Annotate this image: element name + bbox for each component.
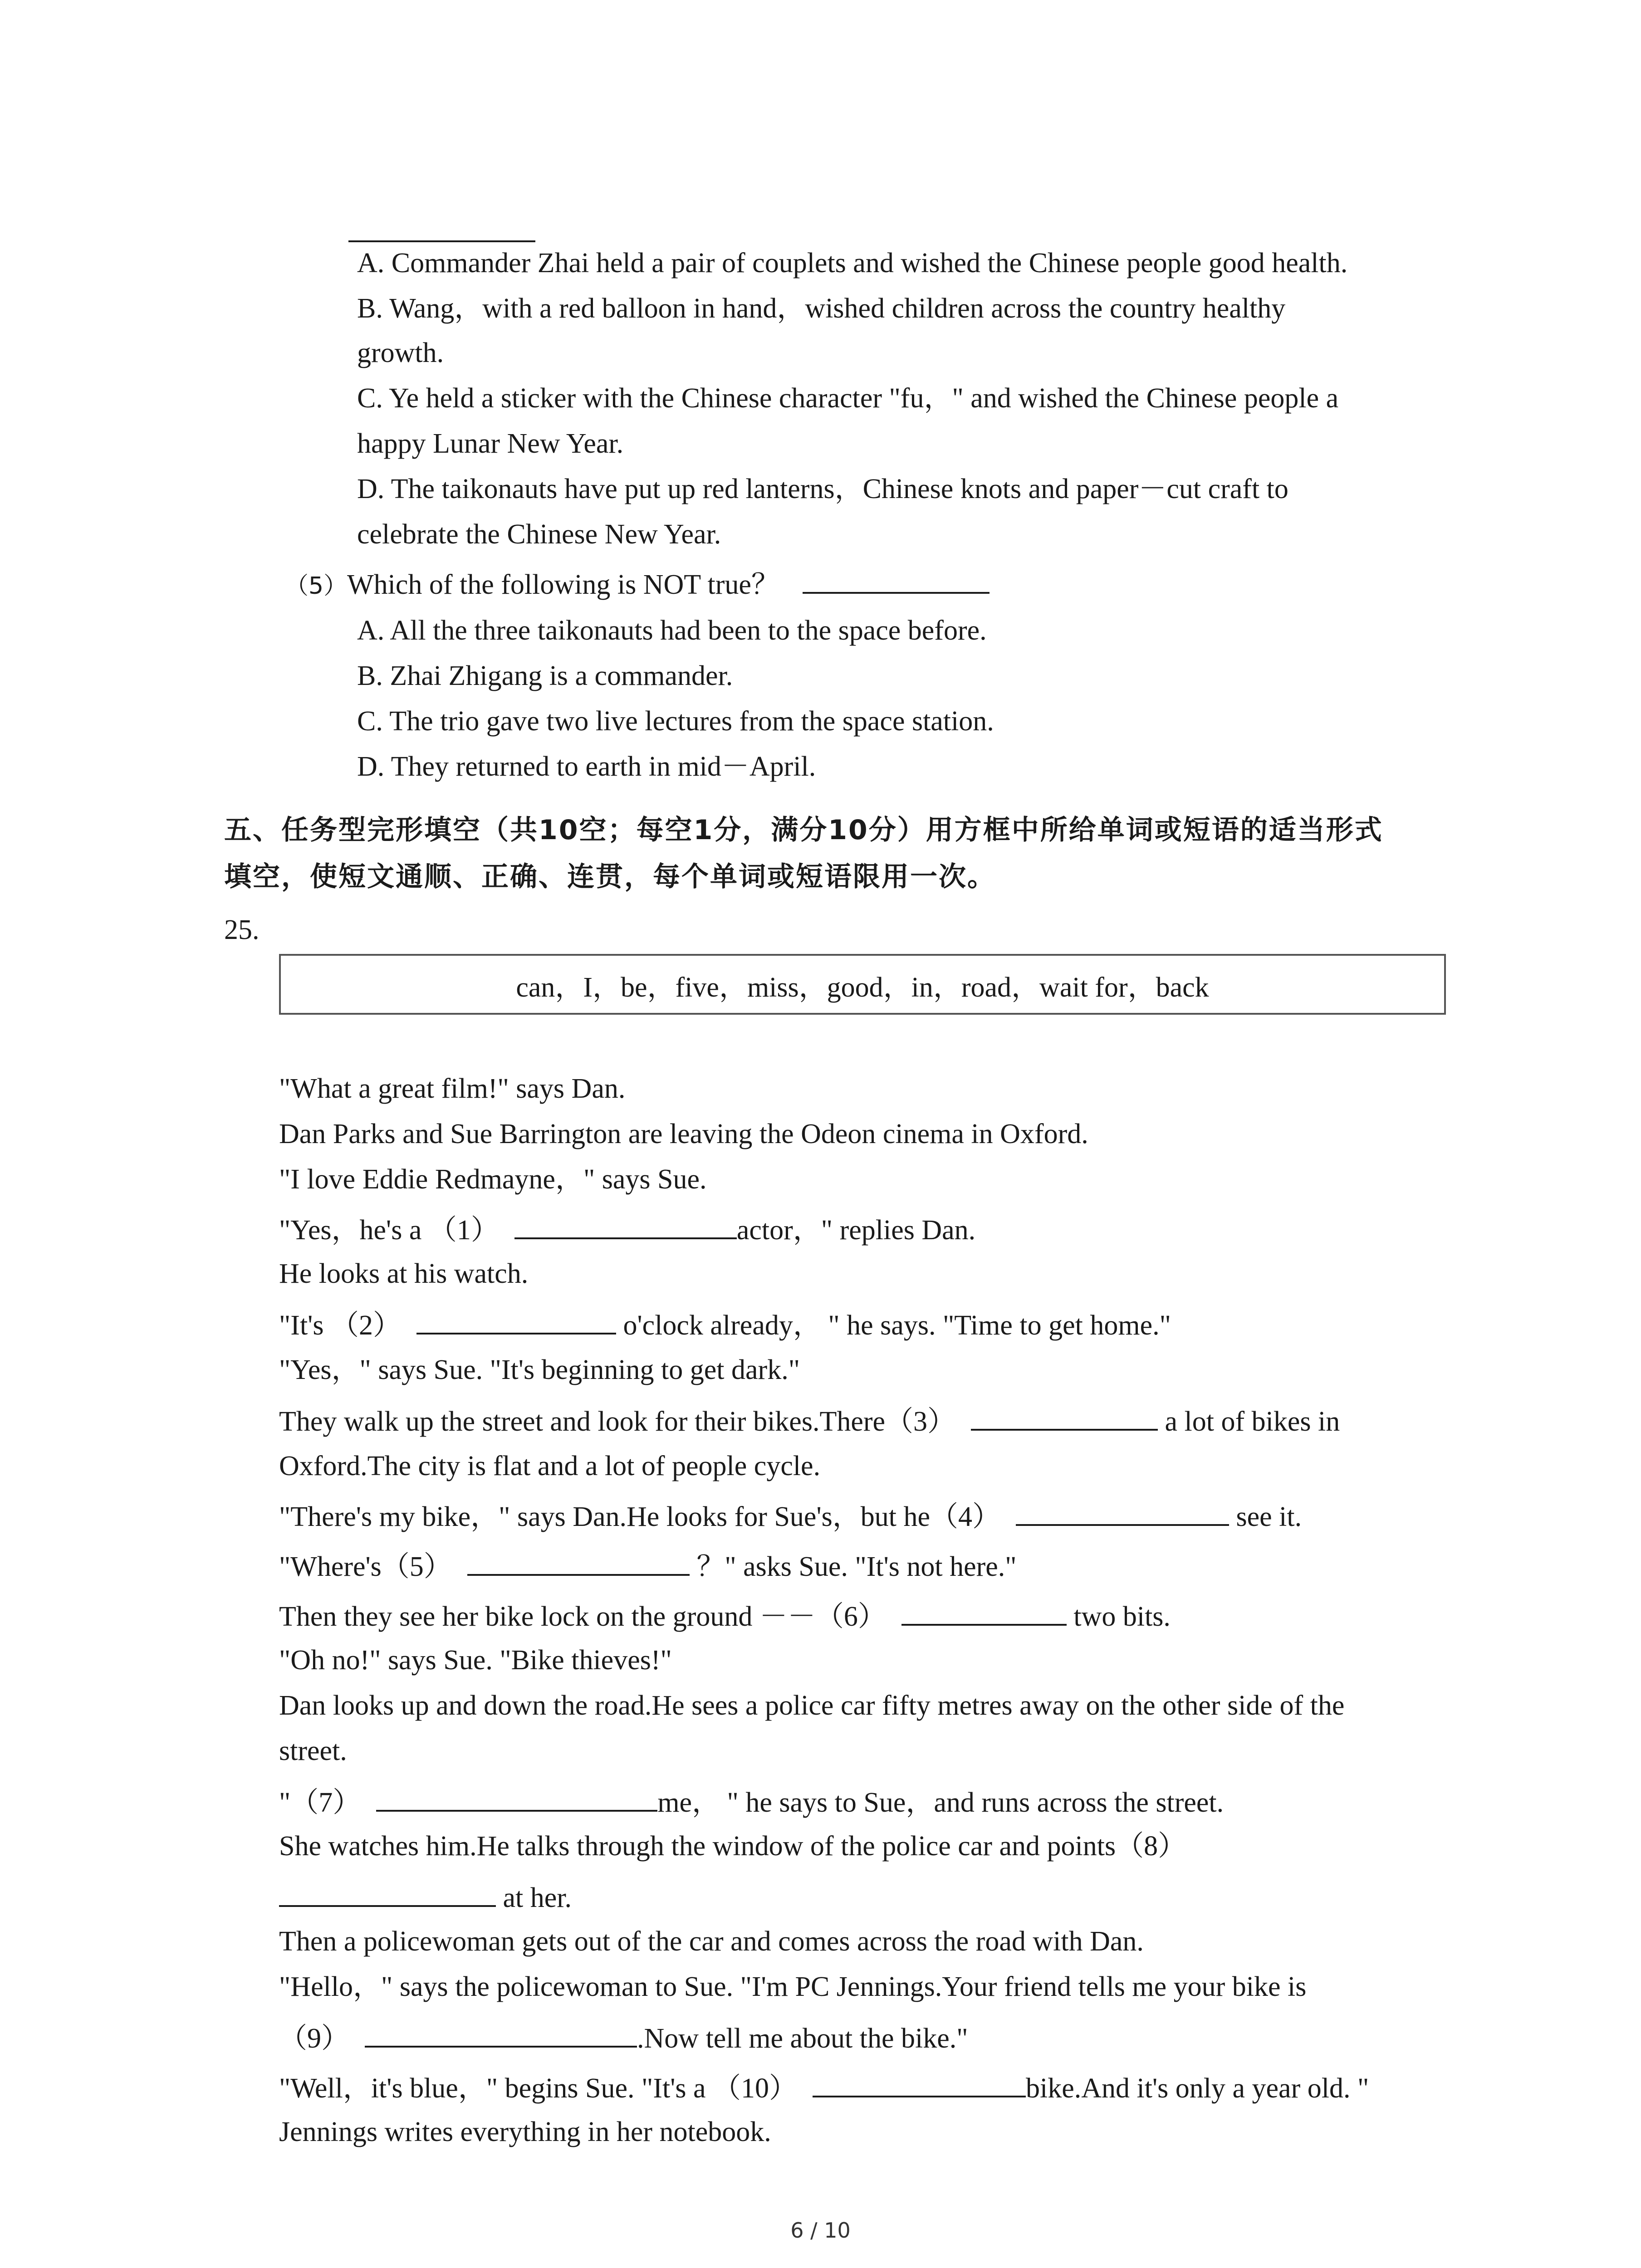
passage-line: Dan looks up and down the road.He sees a police car fifty metres away on the other side of the <box>279 1690 1345 1721</box>
q4-option-d-cont: celebrate the Chinese New Year. <box>357 519 721 550</box>
passage-text: o'clock already， " he says. "Time to get home." <box>616 1310 1171 1341</box>
answer-blank-7[interactable] <box>376 1783 657 1812</box>
passage-text: They walk up the street and look for their bikes.There（3） <box>279 1406 955 1437</box>
answer-blank-8[interactable] <box>279 1878 496 1907</box>
q4-option-a: A. Commander Zhai held a pair of couplets and wished the Chinese people good health. <box>357 248 1348 279</box>
passage-text: ？" asks Sue. "It's not here." <box>689 1551 1017 1582</box>
passage-text: Then they see her bike lock on the ground －－（6） <box>279 1601 886 1632</box>
q5-option-d: D. They returned to earth in mid－April. <box>357 751 816 782</box>
passage-line: Oxford.The city is flat and a lot of people cycle. <box>279 1451 821 1481</box>
q4-option-d: D. The taikonauts have put up red lanterns，Chinese knots and paper－cut craft to <box>357 474 1288 504</box>
passage-text: at her. <box>496 1882 572 1913</box>
passage-line <box>279 1305 1171 1344</box>
passage-line <box>279 1878 572 1916</box>
answer-blank-10[interactable] <box>813 2068 1026 2097</box>
passage-text: two bits. <box>1066 1601 1171 1632</box>
passage-text: "Yes，he's a （1） <box>279 1215 499 1246</box>
answer-blank-9[interactable] <box>365 2019 637 2048</box>
passage-line <box>279 2068 1369 2107</box>
word-bank-box <box>279 954 1446 1015</box>
q5-label: （5） <box>285 572 348 600</box>
passage-text: "It's （2） <box>279 1310 401 1341</box>
q4-option-b: B. Wang，with a red balloon in hand，wished children across the country healthy <box>357 293 1286 324</box>
passage-text: see it. <box>1229 1501 1302 1532</box>
question-number: 25. <box>224 914 260 945</box>
q5-option-c: C. The trio gave two live lectures from the space station. <box>357 706 994 737</box>
passage-line: He looks at his watch. <box>279 1258 529 1289</box>
passage-text: "Where's（5） <box>279 1551 452 1582</box>
passage-line <box>279 1597 1171 1635</box>
section-heading-cont: 填空，使短文通顺、正确、连贯，每个单词或短语限用一次。 <box>224 861 996 893</box>
answer-blank-q5[interactable] <box>803 565 989 594</box>
answer-blank-6[interactable] <box>901 1597 1067 1626</box>
passage-text: （9） <box>279 2023 350 2054</box>
page-number: 6 / 10 <box>790 2218 851 2243</box>
passage-line <box>279 1210 975 1248</box>
passage-line: "Hello，" says the policewoman to Sue. "I'm PC Jennings.Your friend tells me your bike is <box>279 1971 1307 2002</box>
passage-line: She watches him.He talks through the window of the police car and points（8） <box>279 1831 1186 1862</box>
q5-text: Which of the following is NOT true？ <box>347 569 779 600</box>
passage-line: "Yes，" says Sue. "It's beginning to get dark." <box>279 1354 800 1385</box>
passage-text: "（7） <box>279 1787 361 1818</box>
passage-text: actor，" replies Dan. <box>736 1215 976 1246</box>
q4-option-b-cont: growth. <box>357 337 444 368</box>
q5-option-b: B. Zhai Zhigang is a commander. <box>357 660 733 691</box>
word-bank-text: can，I，be，five，miss，good，in，road，wait for，back <box>516 972 1209 1003</box>
q5-option-a: A. All the three taikonauts had been to the space before. <box>357 615 987 646</box>
section-heading: 五、任务型完形填空（共10空；每空1分，满分10分）用方框中所给单词或短语的适当形式 <box>224 814 1383 846</box>
passage-text: bike.And it's only a year old. " <box>1026 2073 1369 2104</box>
passage-line <box>279 1497 1302 1535</box>
q4-option-c: C. Ye held a sticker with the Chinese character "fu，" and wished the Chinese people a <box>357 383 1339 414</box>
passage-text: "Well，it's blue，" begins Sue. "It's a （10） <box>279 2073 798 2104</box>
passage-text: .Now tell me about the bike." <box>637 2023 968 2054</box>
passage-text: me， " he says to Sue，and runs across the street. <box>657 1787 1224 1818</box>
answer-blank-2[interactable] <box>416 1305 616 1334</box>
passage-line: "What a great film!" says Dan. <box>279 1073 626 1104</box>
answer-blank-1[interactable] <box>514 1210 737 1239</box>
q4-option-c-cont: happy Lunar New Year. <box>357 428 624 459</box>
passage-line: "I love Eddie Redmayne，" says Sue. <box>279 1164 707 1195</box>
q5-question <box>285 565 989 604</box>
passage-line <box>279 1783 1224 1821</box>
passage-line: Jennings writes everything in her notebook. <box>279 2116 771 2147</box>
passage-text: a lot of bikes in <box>1158 1406 1340 1437</box>
passage-line: Then a policewoman gets out of the car and comes across the road with Dan. <box>279 1926 1144 1957</box>
answer-blank-3[interactable] <box>971 1402 1158 1431</box>
passage-line <box>279 1547 1017 1585</box>
passage-line: street. <box>279 1735 347 1766</box>
answer-blank-5[interactable] <box>467 1547 690 1576</box>
passage-line: Dan Parks and Sue Barrington are leaving the Odeon cinema in Oxford. <box>279 1119 1088 1149</box>
passage-line <box>279 2019 968 2057</box>
passage-line: "Oh no!" says Sue. "Bike thieves!" <box>279 1645 672 1676</box>
passage-text: "There's my bike，" says Dan.He looks for Sue's，but he（4） <box>279 1501 1000 1532</box>
answer-blank-4[interactable] <box>1016 1497 1229 1526</box>
passage-line <box>279 1402 1340 1440</box>
